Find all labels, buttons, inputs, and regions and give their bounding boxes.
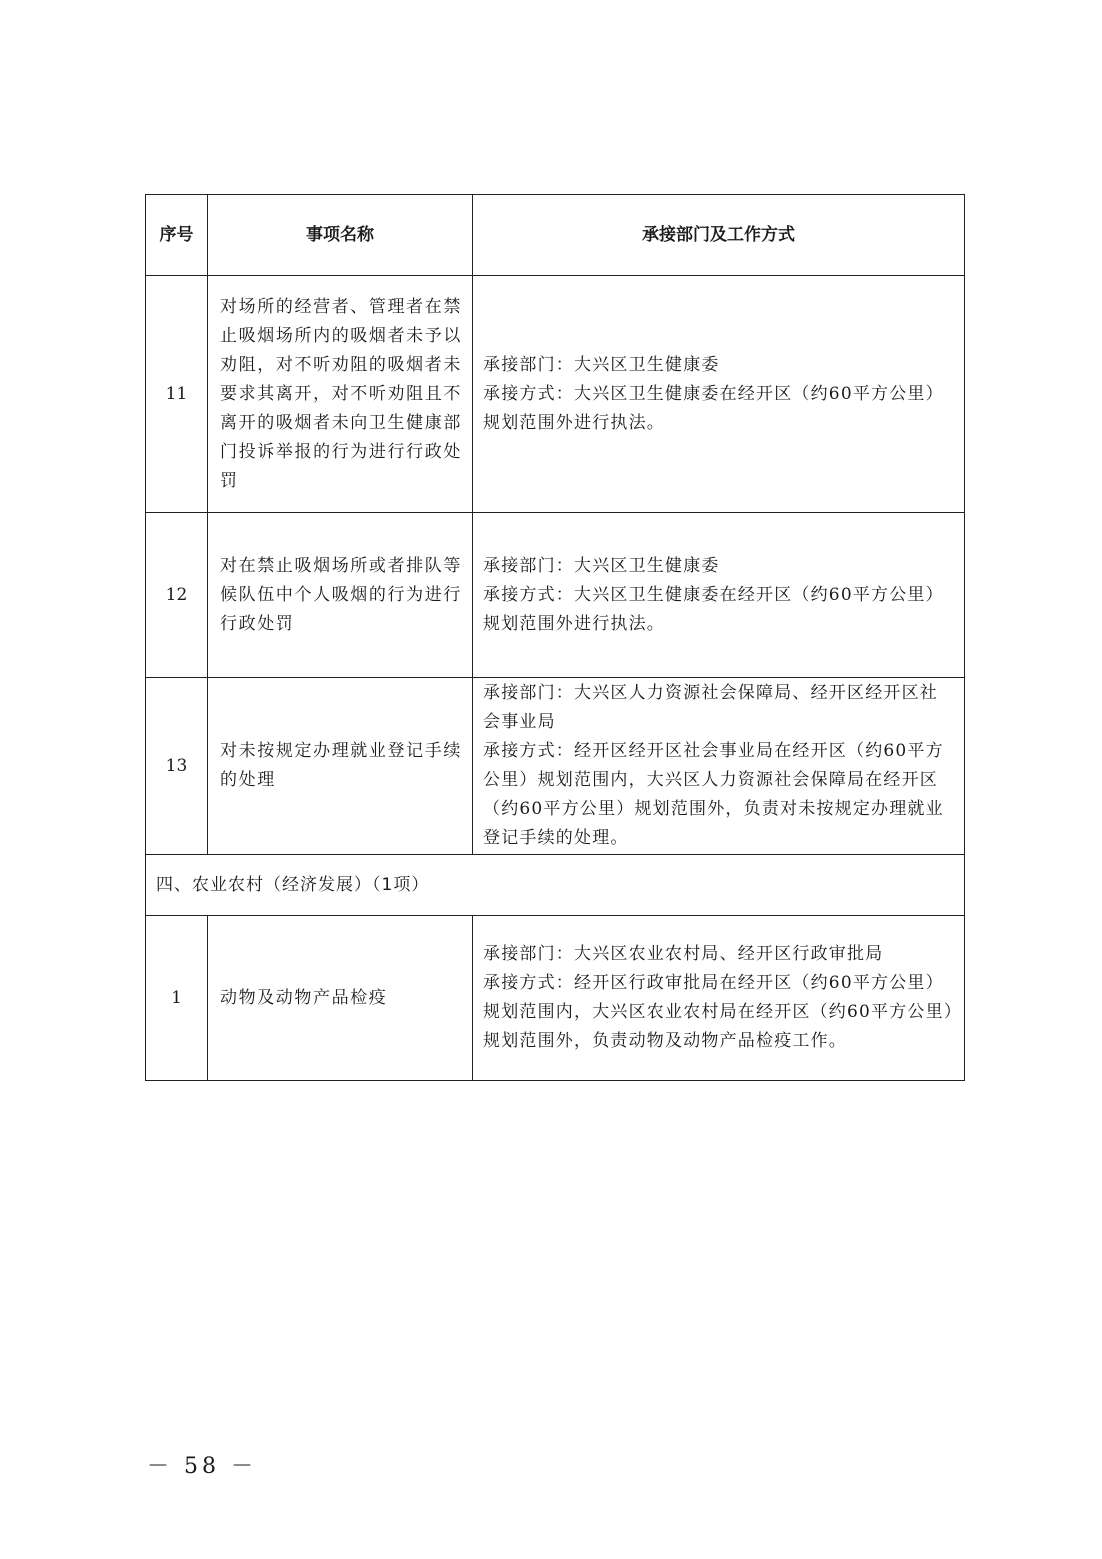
row-item-name: 对场所的经营者、管理者在禁止吸烟场所内的吸烟者未予以劝阻，对不听劝阻的吸烟者未要求其离开，对不听劝阻且不离开的吸烟者未向卫生健康部门投诉举报的行为进行行政处罚	[208, 276, 473, 513]
header-dept-method: 承接部门及工作方式	[473, 195, 965, 276]
row-method-line: 承接方式：大兴区卫生健康委在经开区（约60平方公里）规划范围外进行执法。	[483, 584, 944, 634]
table-row	[146, 678, 965, 855]
header-item-name: 事项名称	[208, 195, 473, 276]
row-method-line: 承接方式：经开区经开区社会事业局在经开区（约60平方公里）规划范围内，大兴区人力资源社会保障局在经开区（约60平方公里）规划范围外，负责对未按规定办理就业登记手续的处理。	[483, 741, 944, 848]
row-dept-cell	[473, 678, 965, 855]
row-dept-cell	[473, 513, 965, 678]
row-method-line: 承接方式：经开区行政审批局在经开区（约60平方公里）规划范围内，大兴区农业农村局在经开区（约60平方公里）规划范围外，负责动物及动物产品检疫工作。	[483, 973, 954, 1051]
row-dept-line: 承接部门：大兴区农业农村局、经开区行政审批局	[483, 944, 884, 964]
row-dept-line: 承接部门：大兴区人力资源社会保障局、经开区经开区社会事业局	[483, 683, 938, 732]
row-method-line: 承接方式：大兴区卫生健康委在经开区（约60平方公里）规划范围外进行执法。	[483, 383, 944, 433]
row-seq: 13	[146, 678, 208, 855]
section-title: 四、农业农村（经济发展）（1项）	[146, 855, 965, 916]
items-table	[145, 194, 965, 1081]
row-seq: 12	[146, 513, 208, 678]
row-item-name: 对未按规定办理就业登记手续的处理	[208, 678, 473, 855]
table-header-row	[146, 195, 965, 276]
row-dept-cell	[473, 276, 965, 513]
row-item-name: 对在禁止吸烟场所或者排队等候队伍中个人吸烟的行为进行行政处罚	[208, 513, 473, 678]
row-seq: 11	[146, 276, 208, 513]
table-row	[146, 513, 965, 678]
row-item-name: 动物及动物产品检疫	[208, 916, 473, 1081]
table-row	[146, 276, 965, 513]
table-row	[146, 916, 965, 1081]
row-dept-line: 承接部门：大兴区卫生健康委	[483, 354, 720, 375]
section-heading-row	[146, 855, 965, 916]
row-dept-cell	[473, 916, 965, 1081]
header-seq: 序号	[146, 195, 208, 276]
row-seq: 1	[146, 916, 208, 1081]
row-dept-line: 承接部门：大兴区卫生健康委	[483, 555, 720, 576]
page-number: － 58 －	[147, 1454, 257, 1479]
